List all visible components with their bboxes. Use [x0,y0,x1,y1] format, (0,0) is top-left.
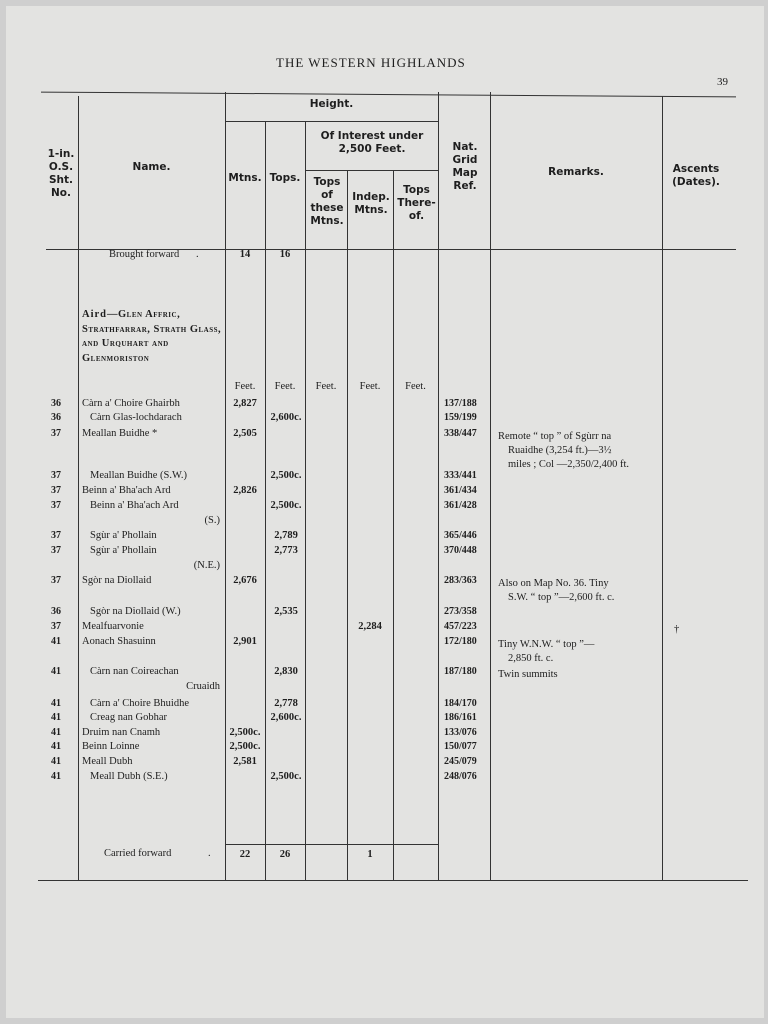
interest-rule [305,170,438,171]
top-height: 2,830 [274,666,298,677]
header-tops-these: Tops of these Mtns. [310,176,344,227]
unit-label: Feet. [274,381,296,392]
top-height: 2,500c. [270,771,302,782]
mountain-height: 2,901 [233,636,257,647]
grid-reference: 184/170 [444,698,477,709]
grid-reference: 159/199 [444,412,477,423]
header-tops-thereof: Tops There-of. [397,184,436,222]
hill-name: Sgòr na Diollaid (W.) [90,606,181,617]
hill-name: Càrn a' Choire Bhuidhe [90,698,189,709]
header-ascents: Ascents (Dates). [672,163,720,188]
top-height: 2,600c. [270,412,302,423]
top-height: 2,535 [274,606,298,617]
hill-name: Beinn Loinne [82,741,140,752]
section-lead: Aird [82,309,107,320]
sheet-number: 41 [51,712,61,723]
remark-line: S.W. “ top ”—2,600 ft. c. [508,592,615,603]
carried-forward-mtns: 22 [239,849,251,860]
hill-name: Aonach Shasuinn [82,636,156,647]
grid-reference: 133/076 [444,727,477,738]
running-head: THE WESTERN HIGHLANDS [276,55,466,70]
grid-reference: 150/077 [444,741,477,752]
sheet-number: 37 [51,485,61,496]
header-tops: Tops. [269,172,301,184]
hill-name: Meall Dubh [82,756,133,767]
section-heading [82,308,222,366]
top-height: 2,600c. [270,712,302,723]
sheet-number: 37 [51,500,61,511]
leader-dot: . [208,848,211,859]
sheet-number: 37 [51,470,61,481]
hill-name: Càrn nan Coireachan [90,666,179,677]
top-height: 2,778 [274,698,298,709]
sheet-number: 37 [51,575,61,586]
grid-reference: 273/358 [444,606,477,617]
grid-reference: 361/428 [444,500,477,511]
top-height: 2,500c. [270,470,302,481]
sheet-number: 41 [51,771,61,782]
hill-name-continued: Cruaidh [186,681,220,692]
header-indep: Indep. Mtns. [352,191,390,216]
book-page [6,6,764,1018]
brought-forward-label: Brought forward [109,249,180,260]
hill-name: Càrn Glas-lochdarach [90,412,182,423]
sheet-number: 37 [51,530,61,541]
grid-reference: 187/180 [444,666,477,677]
sheet-number: 41 [51,636,61,647]
brought-forward-tops: 16 [279,249,291,260]
hill-name: Beinn a' Bha'ach Ard [90,500,179,511]
top-height: 2,500c. [270,500,302,511]
page-number: 39 [717,76,728,88]
hill-name: Sgùr a' Phollain [90,545,157,556]
header-sheet: 1-in. O.S. Sht. No. [47,148,75,199]
sheet-number: 36 [51,412,61,423]
grid-reference: 338/447 [444,428,477,439]
remark-line: Ruaidhe (3,254 ft.)—3½ [508,445,612,456]
column-divider [438,92,439,880]
bottom-rule [38,880,748,881]
grid-reference: 137/188 [444,398,477,409]
carried-rule [225,844,438,845]
header-mtns: Mtns. [228,172,262,184]
remark-line: miles ; Col —2,350/2,400 ft. [508,459,630,470]
hill-name: Sgòr na Diollaid [82,575,152,586]
height-rule [225,121,438,122]
top-height: 2,773 [274,545,298,556]
grid-reference: 186/161 [444,712,477,723]
hill-name: Meallan Buidhe (S.W.) [90,470,188,481]
column-divider [78,96,79,880]
mountain-height: 2,827 [233,398,257,409]
mountain-height: 2,500c. [229,727,261,738]
sheet-number: 41 [51,756,61,767]
hill-name: Mealfuarvonie [82,621,144,632]
unit-label: Feet. [315,381,337,392]
grid-reference: 172/180 [444,636,477,647]
column-divider [393,170,394,880]
sheet-number: 37 [51,621,61,632]
hill-name: Càrn a' Choire Ghairbh [82,398,180,409]
header-remarks: Remarks. [548,166,604,178]
sheet-number: 41 [51,666,61,677]
top-rule [41,92,736,98]
unit-label: Feet. [405,381,426,392]
header-grid: Nat. Grid Map Ref. [452,141,478,192]
hill-name: Meall Dubh (S.E.) [90,771,168,782]
independent-height: 2,284 [358,621,382,632]
column-divider [662,96,663,880]
grid-reference: 370/448 [444,545,477,556]
sheet-number: 41 [51,698,61,709]
remark-line: Tiny W.N.W. “ top ”— [498,639,595,650]
mountain-height: 2,505 [233,428,257,439]
carried-forward-indep: 1 [367,849,373,860]
header-name: Name. [132,161,171,173]
grid-reference: 365/446 [444,530,477,541]
carried-forward-tops: 26 [279,849,291,860]
hill-name: Druim nan Cnamh [82,727,161,738]
sheet-number: 41 [51,727,61,738]
sheet-number: 36 [51,398,61,409]
grid-reference: 248/076 [444,771,477,782]
grid-reference: 245/079 [444,756,477,767]
hill-name: Meallan Buidhe * [82,428,158,439]
sheet-number: 41 [51,741,61,752]
header-height: Height. [309,98,354,110]
grid-reference: 283/363 [444,575,477,586]
mountain-height: 2,581 [233,756,257,767]
grid-reference: 361/434 [444,485,477,496]
sheet-number: 37 [51,545,61,556]
hill-name: Creag nan Gobhar [90,712,167,723]
unit-label: Feet. [234,381,256,392]
grid-reference: 333/441 [444,470,477,481]
grid-reference: 457/223 [444,621,477,632]
mountain-height: 2,676 [233,575,257,586]
leader-dot: . [196,249,199,260]
column-divider [347,170,348,880]
top-height: 2,789 [274,530,298,541]
hill-name: Beinn a' Bha'ach Ard [82,485,171,496]
sheet-number: 36 [51,606,61,617]
hill-name-continued: (N.E.) [193,560,220,571]
remark-line: Remote “ top ” of Sgùrr na [498,431,612,442]
remark-line: Also on Map No. 36. Tiny [498,578,609,589]
mountain-height: 2,500c. [229,741,261,752]
hill-name-continued: (S.) [204,515,220,526]
ascent-mark: † [674,624,680,635]
remark-line: Twin summits [498,669,558,680]
remark-line: 2,850 ft. c. [508,653,554,664]
unit-label: Feet. [359,381,381,392]
column-divider [490,92,491,880]
section-areas: —Glen Affric, Strathfarrar, Strath Glass, and Urquhart and Glenmoriston [82,309,222,364]
sheet-number: 37 [51,428,61,439]
carried-forward-label: Carried forward [104,848,172,859]
mountain-height: 2,826 [233,485,257,496]
hill-name: Sgùr a' Phollain [90,530,157,541]
header-interest: Of Interest under 2,500 Feet. [320,130,424,155]
brought-forward-mtns: 14 [239,249,251,260]
